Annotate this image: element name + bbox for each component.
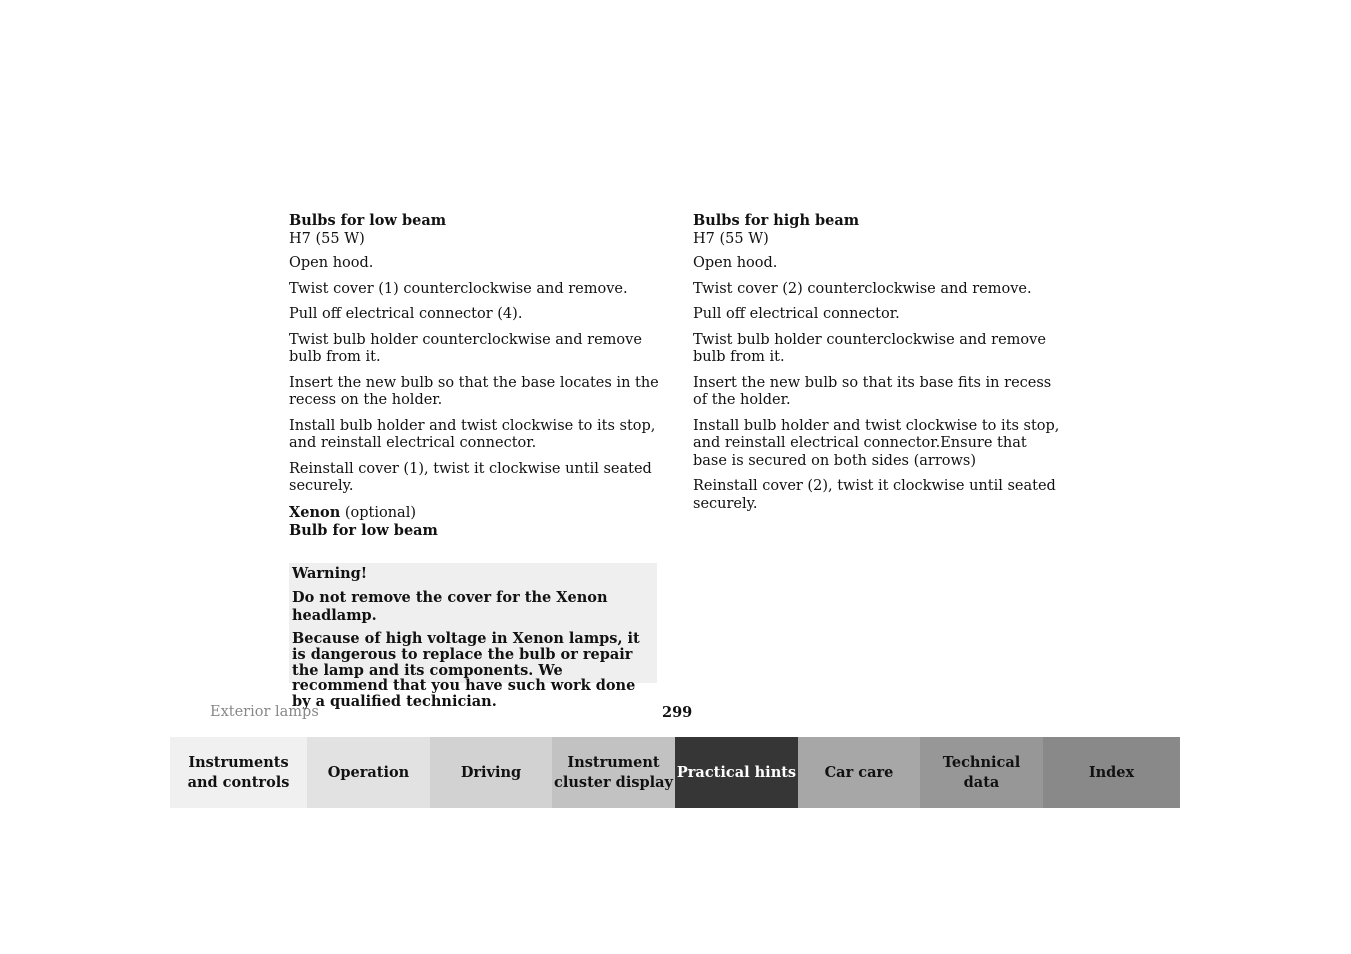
- tab-label: Instrument cluster display: [554, 753, 673, 791]
- tab-label: Practical hints: [676, 763, 797, 781]
- warning-line-1: Do not remove the cover for the Xenon headlamp.: [292, 589, 608, 624]
- warning-line-2: Because of high voltage in Xenon lamps, it is dangerous to replace the bulb or repair the lamp and its components. We recommend that you have such work done by a qualified technician.: [292, 630, 640, 711]
- low-beam-spec: H7 (55 W): [289, 231, 365, 247]
- low-beam-step: Pull off electrical connector (4).: [289, 306, 523, 322]
- tab-label: Operation: [327, 763, 410, 781]
- xenon-subheading: Bulb for low beam: [289, 522, 438, 539]
- high-beam-spec: H7 (55 W): [693, 231, 769, 247]
- high-beam-step: Twist bulb holder counterclockwise and remove bulb from it.: [693, 331, 1046, 365]
- tab-index[interactable]: [1043, 737, 1180, 808]
- high-beam-step: Install bulb holder and twist clockwise to its stop, and reinstall electrical connector.Ensure that base is secured on both sides (arrows): [693, 417, 1060, 469]
- tab-technical-data[interactable]: [920, 737, 1043, 808]
- tab-label: Driving: [460, 763, 522, 781]
- footer-section-title: Exterior lamps: [210, 704, 319, 720]
- tab-instrument-cluster-display[interactable]: [552, 737, 675, 808]
- low-beam-step: Open hood.: [289, 255, 374, 271]
- page-number: 299: [662, 704, 693, 721]
- tab-label: Car care: [824, 763, 894, 781]
- xenon-optional: (optional): [340, 504, 416, 521]
- low-beam-step: Insert the new bulb so that the base locates in the recess on the holder.: [289, 374, 659, 408]
- xenon-label: Xenon: [289, 503, 341, 521]
- low-beam-step: Twist bulb holder counterclockwise and remove bulb from it.: [289, 331, 642, 365]
- chapter-tabs: [170, 737, 1180, 808]
- tab-driving[interactable]: [430, 737, 552, 808]
- low-beam-step: Twist cover (1) counterclockwise and remove.: [289, 280, 628, 297]
- high-beam-step: Insert the new bulb so that its base fits in recess of the holder.: [693, 374, 1052, 408]
- right-column: [693, 212, 1063, 521]
- warning-title: Warning!: [292, 565, 368, 582]
- low-beam-heading: Bulbs for low beam: [289, 212, 447, 229]
- left-column: [289, 212, 659, 540]
- high-beam-step: Open hood.: [693, 255, 778, 271]
- tab-car-care[interactable]: [798, 737, 920, 808]
- tab-label: Instruments and controls: [187, 753, 290, 791]
- tab-operation[interactable]: [307, 737, 430, 808]
- tab-label: Technical data: [942, 753, 1021, 791]
- high-beam-heading: Bulbs for high beam: [693, 212, 860, 229]
- tab-instruments-and-controls[interactable]: [170, 737, 307, 808]
- warning-box: [289, 563, 657, 711]
- high-beam-step: Pull off electrical connector.: [693, 306, 900, 322]
- high-beam-step: Reinstall cover (2), twist it clockwise until seated securely.: [693, 478, 1056, 512]
- tab-label: Index: [1088, 763, 1135, 781]
- low-beam-step: Install bulb holder and twist clockwise to its stop, and reinstall electrical connector.: [289, 417, 656, 451]
- xenon-heading: [289, 504, 659, 523]
- tab-practical-hints[interactable]: [675, 737, 798, 808]
- high-beam-step: Twist cover (2) counterclockwise and remove.: [693, 280, 1032, 297]
- low-beam-step: Reinstall cover (1), twist it clockwise until seated securely.: [289, 460, 652, 494]
